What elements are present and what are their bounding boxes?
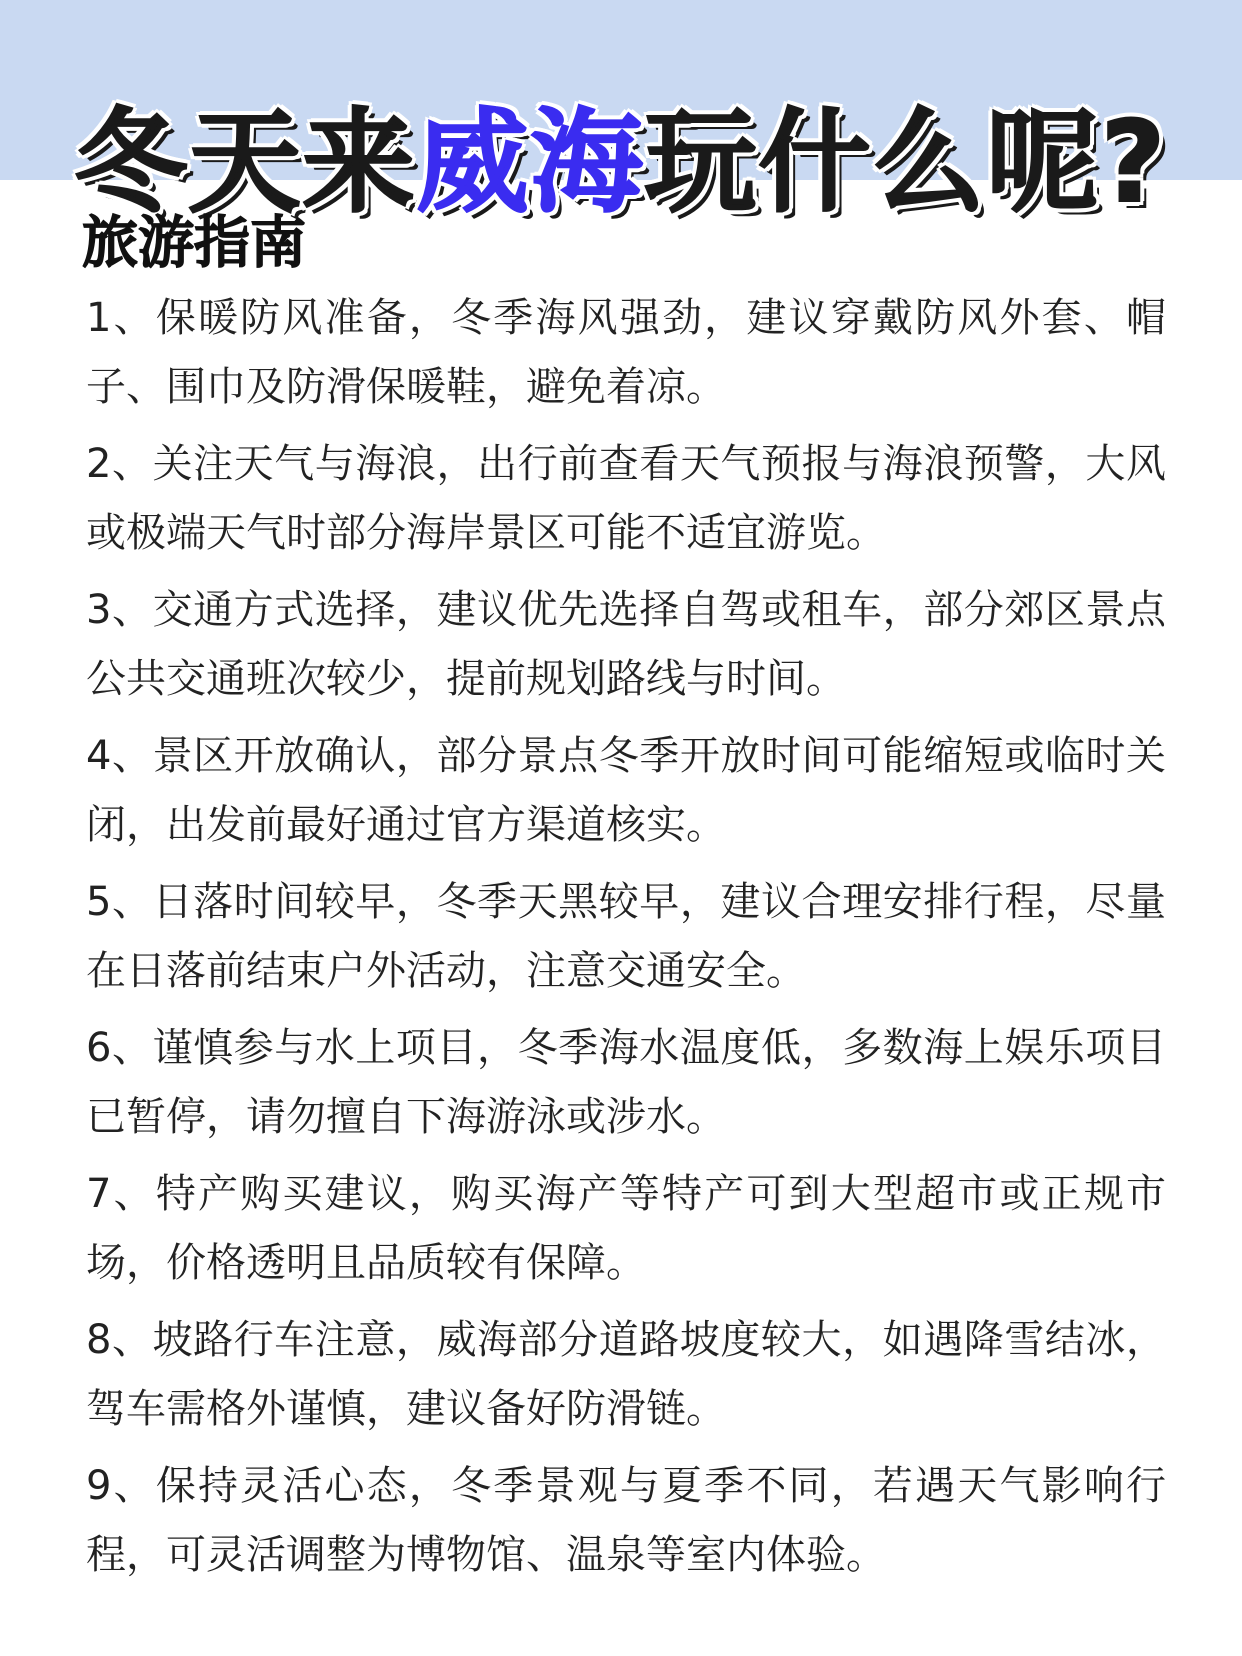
tip-item-4: 4、景区开放确认，部分景点冬季开放时间可能缩短或临时关闭，出发前最好通过官方渠道核实。 (86, 733, 1166, 848)
tip-item-8: 8、坡路行车注意，威海部分道路坡度较大，如遇降雪结冰，驾车需格外谨慎，建议备好防滑链。 (86, 1317, 1166, 1432)
title-part-2: 玩什么呢? (644, 98, 1168, 229)
tip-item-5: 5、日落时间较早，冬季天黑较早，建议合理安排行程，尽量在日落前结束户外活动，注意交通安全。 (86, 879, 1166, 994)
section-title: 旅游指南 (82, 211, 306, 276)
tips-list (86, 284, 1166, 1598)
tip-item-6: 6、谨慎参与水上项目，冬季海水温度低，多数海上娱乐项目已暂停，请勿擅自下海游泳或涉水。 (86, 1025, 1166, 1140)
title-accent: 威海 (416, 98, 645, 229)
tip-item-9: 9、保持灵活心态，冬季景观与夏季不同，若遇天气影响行程，可灵活调整为博物馆、温泉等室内体验。 (86, 1463, 1166, 1578)
tip-item-2: 2、关注天气与海浪，出行前查看天气预报与海浪预警，大风或极端天气时部分海岸景区可能不适宜游览。 (86, 441, 1166, 556)
tip-item-7: 7、特产购买建议，购买海产等特产可到大型超市或正规市场，价格透明且品质较有保障。 (86, 1171, 1166, 1286)
title-part-1: 冬天来 (74, 98, 417, 229)
tip-item-1: 1、保暖防风准备，冬季海风强劲，建议穿戴防风外套、帽子、围巾及防滑保暖鞋，避免着凉。 (86, 295, 1166, 410)
tip-item-3: 3、交通方式选择，建议优先选择自驾或租车，部分郊区景点公共交通班次较少，提前规划路线与时间。 (86, 587, 1166, 702)
